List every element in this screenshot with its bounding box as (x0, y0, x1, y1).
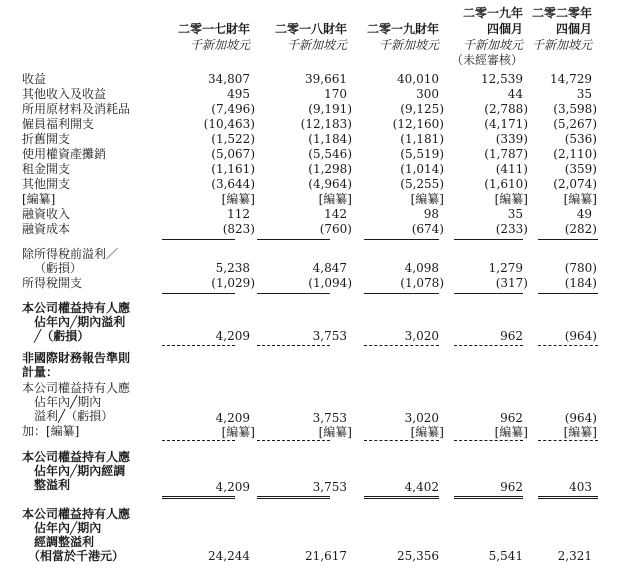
row-label: 其他開支 (22, 177, 71, 191)
row-label-line3: ╱（虧損） (34, 329, 90, 343)
row-value: (823) (222, 222, 255, 236)
row-value: 3,020 (404, 329, 439, 343)
row-label: 融資收入 (22, 207, 71, 221)
row-label: 本公司權益持有人應 (22, 507, 131, 521)
row-label: 除所得稅前溢利／ (22, 247, 119, 261)
row-value: 4,209 (215, 411, 250, 425)
row-value: (233) (495, 222, 528, 236)
row-value: 142 (324, 207, 347, 221)
row-value: 403 (569, 480, 592, 494)
row-label: 本公司權益持有人應 (22, 450, 131, 464)
row-value: (4,964) (308, 177, 352, 191)
row-label: 本公司權益持有人應 (22, 301, 131, 315)
row-value: (317) (495, 276, 528, 290)
row-value: (1,610) (484, 177, 528, 191)
dashed-rule (162, 345, 235, 346)
row-value: 4,209 (215, 329, 250, 343)
row-value: 962 (500, 411, 523, 425)
row-label: 使用權資產攤銷 (22, 147, 107, 161)
row-value: (411) (495, 162, 528, 176)
subtotal-rule (454, 239, 523, 240)
row-value: 39,661 (305, 72, 347, 86)
row-value: 44 (507, 87, 523, 101)
row-value: 98 (423, 207, 439, 221)
row-label-line2: 佔年內╱期內經調 (34, 464, 126, 478)
unaudited-note: （未經審核） (450, 53, 523, 67)
row-value: [編纂] (410, 192, 444, 206)
row-label: 僱員福利開支 (22, 117, 95, 131)
column-title-line2: 四個月 (486, 22, 523, 36)
row-label: 折舊開支 (22, 132, 71, 146)
row-value: 3,753 (312, 480, 347, 494)
column-title-line2: 四個月 (555, 22, 592, 36)
row-value: 4,209 (215, 480, 250, 494)
row-value: 49 (576, 207, 592, 221)
row-value: (1,014) (400, 162, 444, 176)
row-value: 34,807 (208, 72, 250, 86)
row-label-line2: （虧損） (34, 261, 83, 275)
row-value: 962 (500, 480, 523, 494)
row-value: (1,181) (400, 132, 444, 146)
row-value: 35 (576, 87, 592, 101)
column-title: 二零一八財年 (274, 22, 347, 36)
row-value: [編纂] (318, 425, 352, 439)
row-value: [編纂] (221, 192, 255, 206)
row-label: 非國際財務報告準則 (22, 351, 131, 365)
dashed-rule (257, 345, 330, 346)
row-value: (5,267) (553, 117, 597, 131)
row-label: [編纂] (22, 192, 56, 206)
subtotal-rule (538, 239, 598, 240)
column-unit: 千新加坡元 (286, 38, 347, 52)
row-value: (2,110) (553, 147, 597, 161)
column-title: 二零一七財年 (177, 22, 250, 36)
row-value: (3,644) (211, 177, 255, 191)
row-label: 融資成本 (22, 222, 71, 236)
double-rule (162, 496, 235, 499)
row-value: 300 (416, 87, 439, 101)
row-value: (780) (564, 261, 597, 275)
subtotal-rule (364, 239, 439, 240)
row-label-line2: 計量： (22, 365, 59, 379)
row-value: (12,160) (392, 117, 444, 131)
row-value: (282) (564, 222, 597, 236)
dashed-rule (162, 440, 235, 441)
row-value: [編纂] (221, 425, 255, 439)
row-value: (339) (495, 132, 528, 146)
row-value: (7,496) (211, 102, 255, 116)
row-value: 1,279 (488, 261, 523, 275)
row-value: (1,787) (484, 147, 528, 161)
row-value: 2,321 (557, 549, 592, 563)
column-unit: 千新加坡元 (462, 38, 523, 52)
row-value: (1,522) (211, 132, 255, 146)
row-value: (2,074) (553, 177, 597, 191)
double-rule (538, 496, 598, 499)
row-value: [編纂] (563, 425, 597, 439)
dashed-rule (364, 345, 439, 346)
row-label: 租金開支 (22, 162, 71, 176)
row-value: 4,402 (404, 480, 439, 494)
column-unit: 千新加坡元 (378, 38, 439, 52)
row-value: (1,184) (308, 132, 352, 146)
row-value: 3,753 (312, 329, 347, 343)
dashed-rule (538, 345, 598, 346)
row-value: 3,753 (312, 411, 347, 425)
subtotal-rule (162, 239, 235, 240)
row-value: 4,847 (312, 261, 347, 275)
subtotal-rule (538, 293, 598, 294)
row-value: [編纂] (563, 192, 597, 206)
row-value: (184) (564, 276, 597, 290)
dashed-rule (454, 440, 523, 441)
row-label-line4: （相當於千港元） (28, 549, 125, 563)
row-value: [編纂] (410, 425, 444, 439)
row-value: (674) (411, 222, 444, 236)
row-value: (536) (564, 132, 597, 146)
row-value: 21,617 (305, 549, 347, 563)
row-label: 加：[編纂] (22, 424, 80, 438)
row-label-line3: 溢利╱（虧損） (34, 409, 114, 423)
row-label: 其他收入及收益 (22, 87, 107, 101)
row-value: 25,356 (397, 549, 439, 563)
row-value: (5,546) (308, 147, 352, 161)
row-value: 3,020 (404, 411, 439, 425)
dashed-rule (364, 440, 439, 441)
row-label: 所得稅開支 (22, 276, 83, 290)
row-value: 112 (227, 207, 250, 221)
row-label-line2: 佔年內╱期內 (34, 521, 102, 535)
subtotal-rule (364, 293, 439, 294)
subtotal-rule (454, 293, 523, 294)
row-value: 962 (500, 329, 523, 343)
column-unit: 千新加坡元 (531, 38, 592, 52)
row-value: (964) (564, 329, 597, 343)
dashed-rule (454, 345, 523, 346)
row-value: [編纂] (494, 192, 528, 206)
row-value: 170 (324, 87, 347, 101)
row-label: 收益 (22, 72, 47, 86)
row-value: (9,191) (308, 102, 352, 116)
subtotal-rule (257, 293, 330, 294)
row-value: (760) (319, 222, 352, 236)
row-value: (964) (564, 411, 597, 425)
row-value: 495 (227, 87, 250, 101)
row-value: (3,598) (553, 102, 597, 116)
double-rule (257, 496, 330, 499)
subtotal-rule (162, 293, 235, 294)
row-value: 35 (507, 207, 523, 221)
column-unit: 千新加坡元 (189, 38, 250, 52)
row-value: 5,541 (488, 549, 523, 563)
row-value: (1,161) (211, 162, 255, 176)
row-value: (9,125) (400, 102, 444, 116)
row-value: 5,238 (215, 261, 250, 275)
double-rule (454, 496, 523, 499)
row-value: (5,255) (400, 177, 444, 191)
row-value: (1,298) (308, 162, 352, 176)
column-title: 二零二零年 (531, 6, 592, 20)
row-label: 所用原材料及消耗品 (22, 102, 131, 116)
row-value: (1,029) (211, 276, 255, 290)
row-value: 40,010 (397, 72, 439, 86)
column-title: 二零一九財年 (366, 22, 439, 36)
row-value: [編纂] (494, 425, 528, 439)
double-rule (364, 496, 439, 499)
row-value: 4,098 (404, 261, 439, 275)
row-value: [編纂] (318, 192, 352, 206)
row-label-line2: 佔年內╱期內 (34, 395, 102, 409)
dashed-rule (538, 440, 598, 441)
row-value: (12,183) (300, 117, 352, 131)
row-value: 24,244 (208, 549, 250, 563)
row-value: (1,078) (400, 276, 444, 290)
row-value: (359) (564, 162, 597, 176)
row-value: (4,171) (484, 117, 528, 131)
row-value: (2,788) (484, 102, 528, 116)
row-value: (5,067) (211, 147, 255, 161)
row-value: 12,539 (481, 72, 523, 86)
row-label: 本公司權益持有人應 (22, 381, 131, 395)
row-value: (5,519) (400, 147, 444, 161)
row-value: 14,729 (550, 72, 592, 86)
row-label-line3: 整溢利 (34, 478, 71, 492)
dashed-rule (257, 440, 330, 441)
subtotal-rule (257, 239, 330, 240)
row-value: (10,463) (203, 117, 255, 131)
column-title: 二零一九年 (462, 6, 523, 20)
row-label-line3: 經調整溢利 (34, 535, 95, 549)
row-value: (1,094) (308, 276, 352, 290)
row-label-line2: 佔年內╱期內溢利 (34, 315, 126, 329)
